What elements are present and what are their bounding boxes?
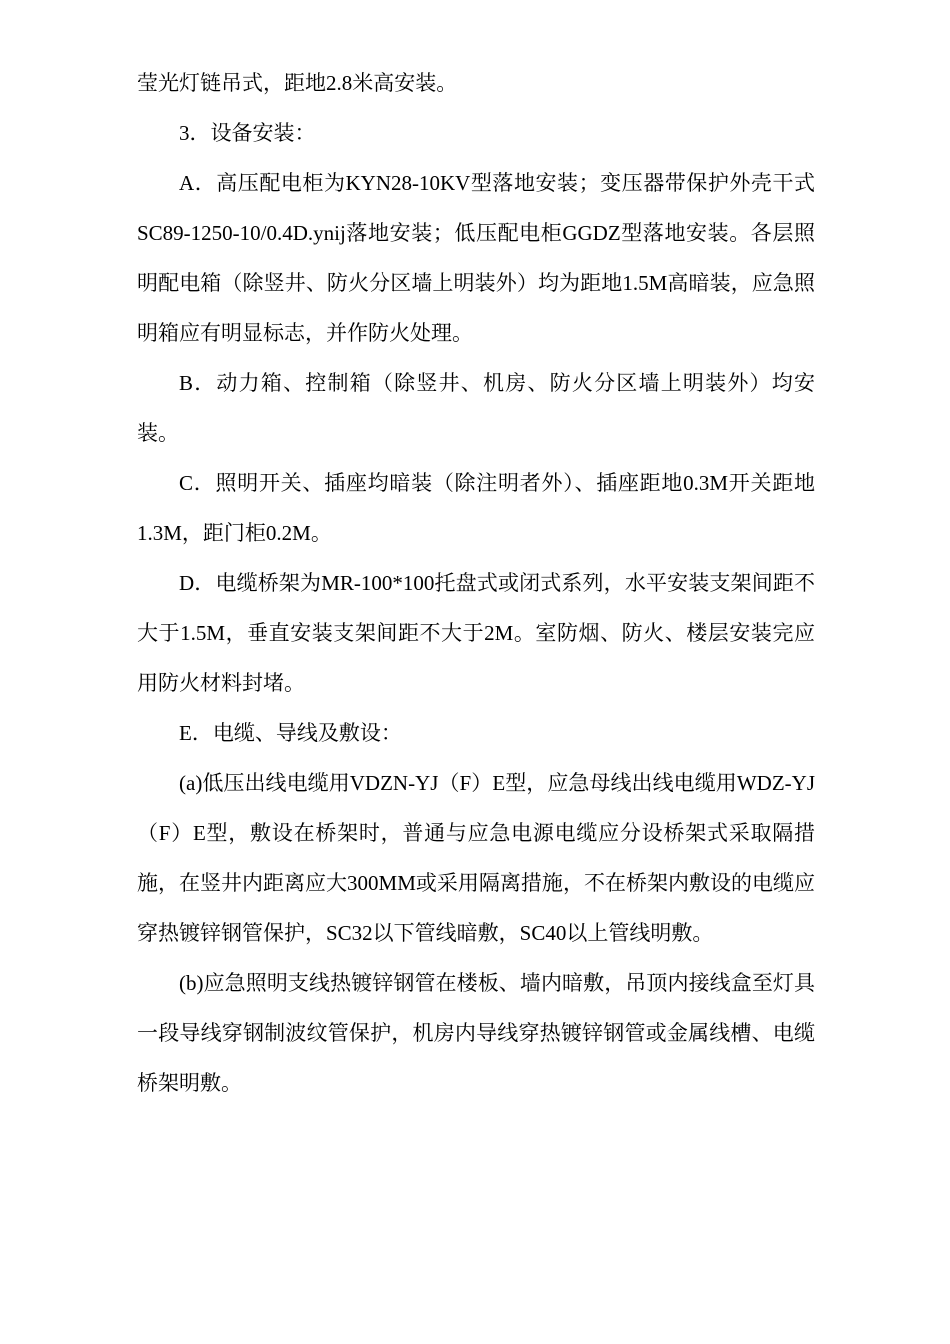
paragraph-item-c: C．照明开关、插座均暗装（除注明者外）、插座距地0.3M开关距地1.3M，距门柜0.2M。 bbox=[137, 471, 815, 545]
paragraph-lamp-installation: 莹光灯链吊式，距地2.8米高安装。 bbox=[137, 71, 458, 95]
paragraph-item-d: D．电缆桥架为MR-100*100托盘式或闭式系列，水平安装支架间距不大于1.5M，垂直安装支架间距不大于2M。室防烟、防火、楼层安装完应用防火材料封堵。 bbox=[137, 571, 815, 695]
paragraph-item-e: E．电缆、导线及敷设： bbox=[179, 721, 402, 745]
heading-equipment-installation: 3．设备安装： bbox=[179, 121, 316, 145]
paragraph-subitem-a: (a)低压出线电缆用VDZN-YJ（F）E型，应急母线出线电缆用WDZ-YJ（F）E型，敷设在桥架时，普通与应急电源电缆应分设桥架式采取隔措施，在竖井内距离应大300MM或采用隔离措施，不在桥架内敷设的电缆应穿热镀锌钢管保护，SC32以下管线暗敷，SC40以上管线明敷。 bbox=[137, 771, 815, 945]
paragraph-item-b: B．动力箱、控制箱（除竖井、机房、防火分区墙上明装外）均安装。 bbox=[137, 371, 815, 445]
document-body bbox=[137, 58, 815, 1108]
paragraph-item-a: A．高压配电柜为KYN28-10KV型落地安装；变压器带保护外壳干式SC89-1250-10/0.4D.ynij落地安装；低压配电柜GGDZ型落地安装。各层照明配电箱（除竖井、防火分区墙上明装外）均为距地1.5M高暗装，应急照明箱应有明显标志，并作防火处理。 bbox=[137, 171, 815, 345]
paragraph-subitem-b: (b)应急照明支线热镀锌钢管在楼板、墙内暗敷，吊顶内接线盒至灯具一段导线穿钢制波纹管保护，机房内导线穿热镀锌钢管或金属线槽、电缆桥架明敷。 bbox=[137, 971, 815, 1095]
